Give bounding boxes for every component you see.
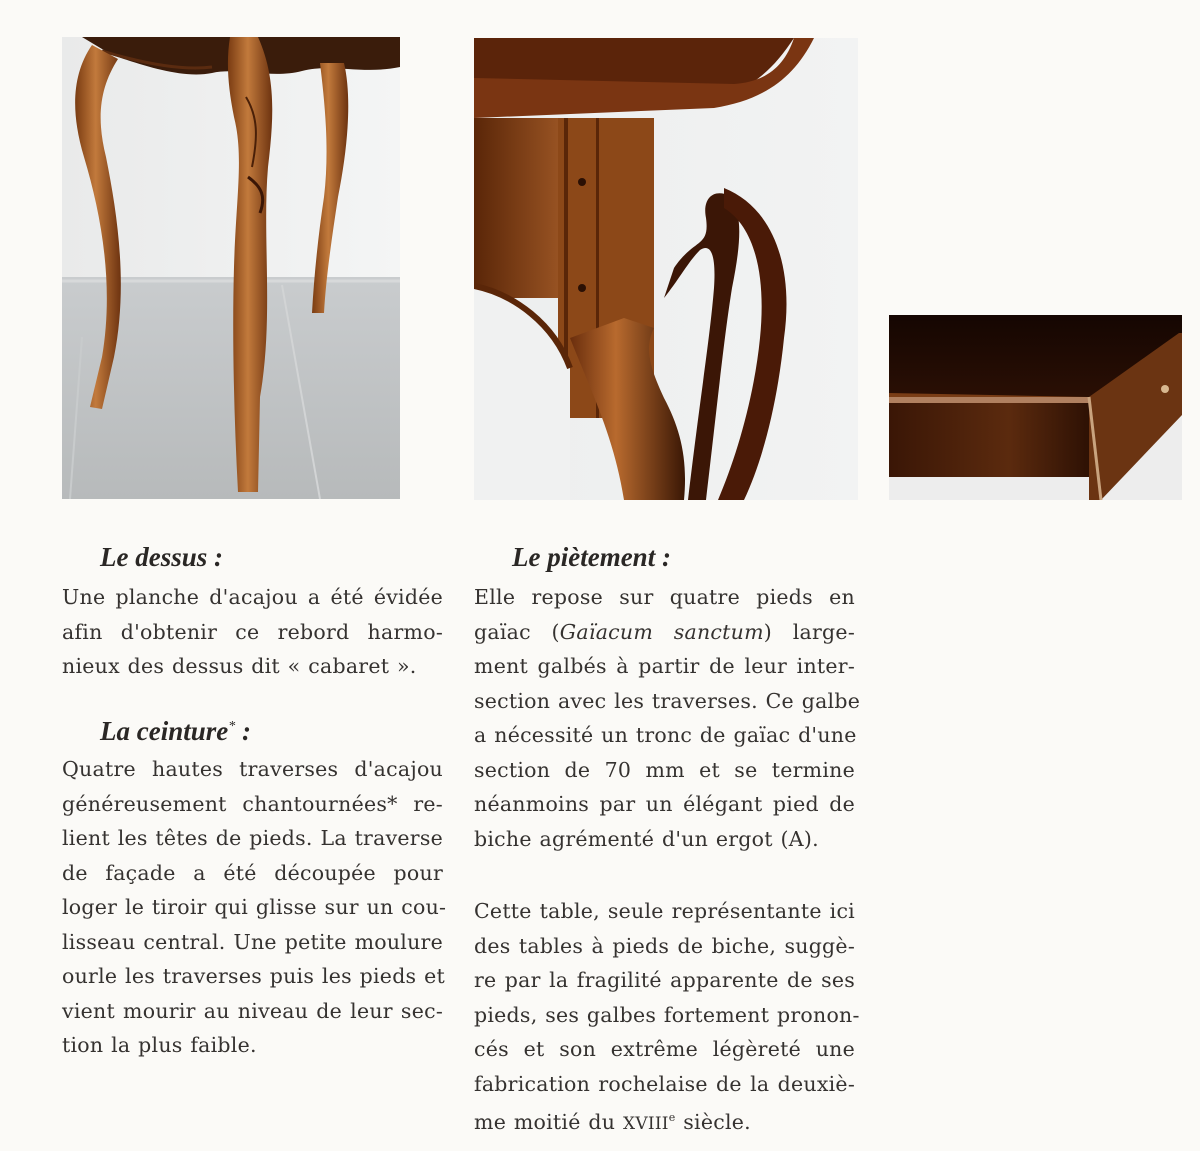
paragraph-line: généreusement chantournées* re- bbox=[62, 791, 443, 816]
paragraph-line: lient les têtes de pieds. La traverse bbox=[62, 826, 443, 850]
paragraph-line: Quatre hautes traverses d'acajou bbox=[62, 757, 443, 781]
leg-joint-illustration bbox=[474, 38, 858, 500]
paragraph-line: section avec les traverses. Ce galbe bbox=[474, 688, 861, 713]
paragraph-line: re par la fragilité apparente de ses bbox=[474, 968, 855, 992]
paragraph-line: tion la plus faible. bbox=[62, 1033, 257, 1057]
paragraph-line: de façade a été découpée pour bbox=[62, 860, 443, 885]
paragraph-line: loger le tiroir qui glisse sur un cou- bbox=[62, 895, 447, 919]
paragraph-line-century bbox=[474, 1101, 855, 1141]
paragraph-pietement bbox=[474, 580, 861, 856]
paragraph-line: des tables à pieds de biche, suggè- bbox=[474, 933, 855, 958]
latin-before: gaïac ( bbox=[474, 619, 560, 644]
heading-pietement: Le piètement : bbox=[512, 542, 671, 572]
paragraph-line: fabrication rochelaise de la deuxiè- bbox=[474, 1071, 855, 1096]
century-roman: XVIII bbox=[622, 1113, 669, 1134]
paragraph-line: cés et son extrême légèreté une bbox=[474, 1037, 855, 1061]
paragraph-line: pieds, ses galbes fortement pronon- bbox=[474, 1002, 860, 1027]
latin-after: ) large- bbox=[763, 619, 855, 644]
leg-joint-closeup-photo bbox=[474, 38, 858, 500]
paragraph-line: biche agrémenté d'un ergot (A). bbox=[474, 826, 819, 851]
heading-colon: : bbox=[235, 716, 251, 746]
paragraph-line: afin d'obtenir ce rebord harmo- bbox=[62, 619, 443, 644]
paragraph-line: vient mourir au niveau de leur sec- bbox=[62, 998, 443, 1023]
paragraph-line: nieux des dessus dit « cabaret ». bbox=[62, 654, 417, 678]
paragraph-line: lisseau central. Une petite moulure bbox=[62, 929, 443, 954]
latin-name: Gaïacum sanctum bbox=[559, 619, 764, 644]
footnote-star: * bbox=[228, 719, 236, 734]
heading-ceinture bbox=[100, 716, 251, 747]
drawer-illustration bbox=[889, 315, 1182, 500]
heading-ceinture-text: La ceinture bbox=[100, 716, 229, 746]
paragraph-line: Elle repose sur quatre pieds en bbox=[474, 585, 855, 609]
paragraph-line: ment galbés à partir de leur inter- bbox=[474, 654, 855, 678]
paragraph-line-latin bbox=[474, 615, 855, 650]
paragraph-line: a nécessité un tronc de gaïac d'une bbox=[474, 723, 857, 747]
paragraph-ceinture bbox=[62, 752, 447, 1063]
heading-dessus: Le dessus : bbox=[100, 542, 223, 572]
paragraph-line: néanmoins par un élégant pied de bbox=[474, 792, 855, 816]
drawer-closeup-photo bbox=[889, 315, 1182, 500]
paragraph-line: ourle les traverses puis les pieds et bbox=[62, 964, 445, 988]
paragraph-line: Une planche d'acajou a été évidée bbox=[62, 585, 443, 609]
century-before: me moitié du bbox=[474, 1109, 623, 1134]
paragraph-dessus bbox=[62, 580, 443, 684]
paragraph-line: Cette table, seule représentante ici bbox=[474, 899, 855, 923]
century-sup: e bbox=[668, 1111, 676, 1124]
paragraph-line: section de 70 mm et se termine bbox=[474, 757, 855, 782]
paragraph-conclusion bbox=[474, 894, 860, 1141]
table-legs-illustration bbox=[62, 37, 400, 499]
table-legs-photo bbox=[62, 37, 400, 499]
century-after: siècle. bbox=[675, 1109, 751, 1134]
